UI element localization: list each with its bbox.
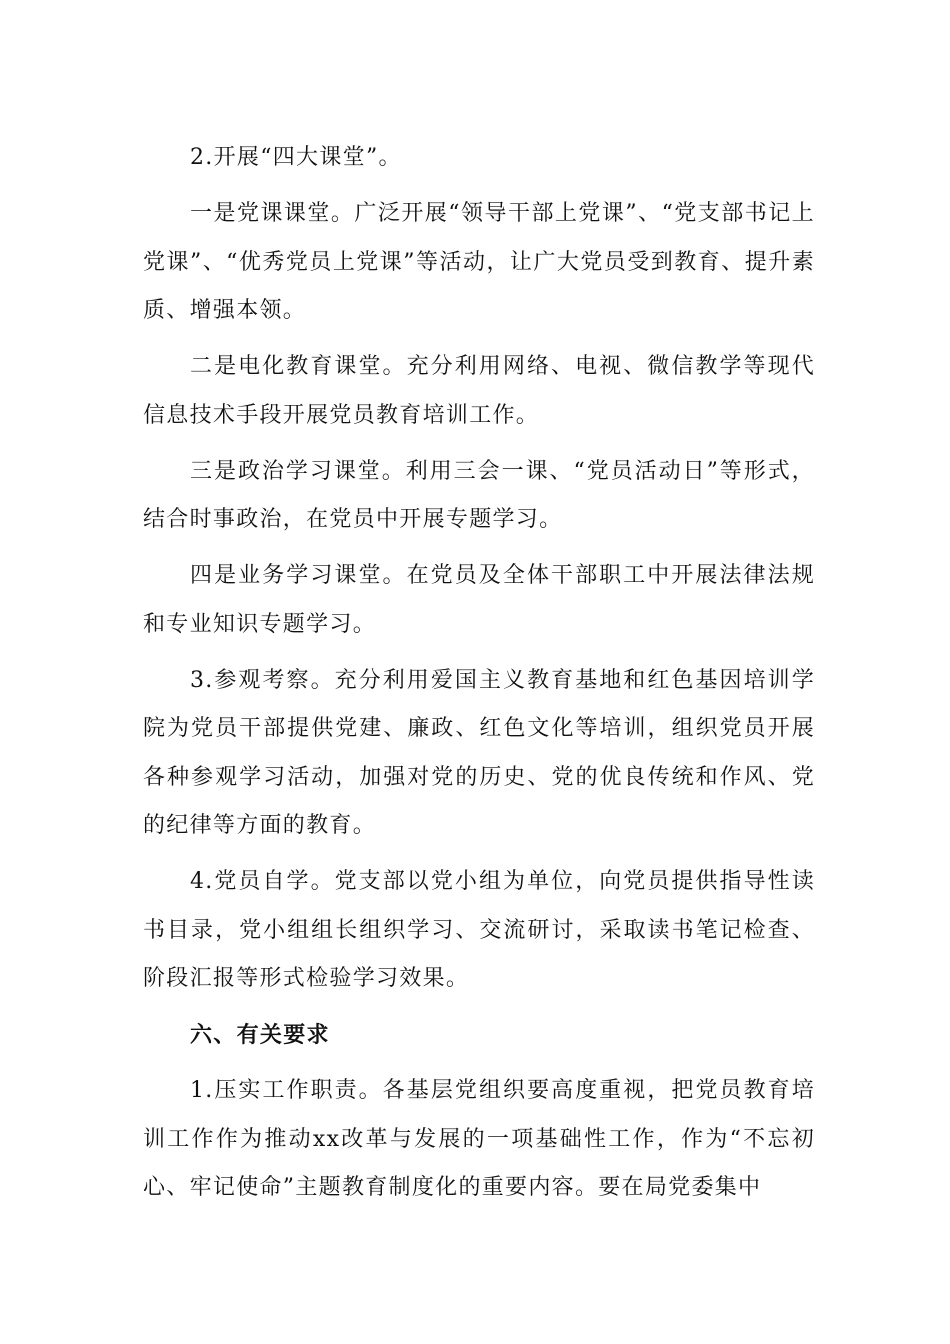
section-heading-requirements: 六、有关要求 (190, 1022, 330, 1048)
paragraph-political-study-classroom: 三是政治学习课堂。利用三会一课、“党员活动日”等形式，结合时事政治，在党员中开展专题学习。 (143, 458, 815, 532)
paragraph-work-responsibility: 1.压实工作职责。各基层党组织要高度重视，把党员教育培训工作作为推动xx改革与发展的一项基础性工作，作为“不忘初心、牢记使命”主题教育制度化的重要内容。要在局党委集中 (143, 1078, 815, 1200)
document-body (143, 134, 815, 1220)
paragraph-visit-inspection: 3.参观考察。充分利用爱国主义教育基地和红色基因培训学院为党员干部提供党建、廉政、红色文化等培训，组织党员开展各种参观学习活动，加强对党的历史、党的优良传统和作风、党的纪律等方面的教育。 (143, 667, 815, 838)
paragraph-self-study: 4.党员自学。党支部以党小组为单位，向党员提供指导性读书目录，党小组组长组织学习、交流研讨，采取读书笔记检查、阶段汇报等形式检验学习效果。 (143, 869, 815, 991)
paragraph-party-lecture-classroom: 一是党课课堂。广泛开展“领导干部上党课”、“党支部书记上党课”、“优秀党员上党课”等活动，让广大党员受到教育、提升素质、增强本领。 (143, 201, 815, 323)
paragraph-four-classrooms-heading: 2.开展“四大课堂”。 (190, 145, 402, 170)
paragraph-electronic-education-classroom: 二是电化教育课堂。充分利用网络、电视、微信教学等现代信息技术手段开展党员教育培训工作。 (143, 354, 815, 428)
paragraph-business-study-classroom: 四是业务学习课堂。在党员及全体干部职工中开展法律法规和专业知识专题学习。 (143, 563, 815, 637)
